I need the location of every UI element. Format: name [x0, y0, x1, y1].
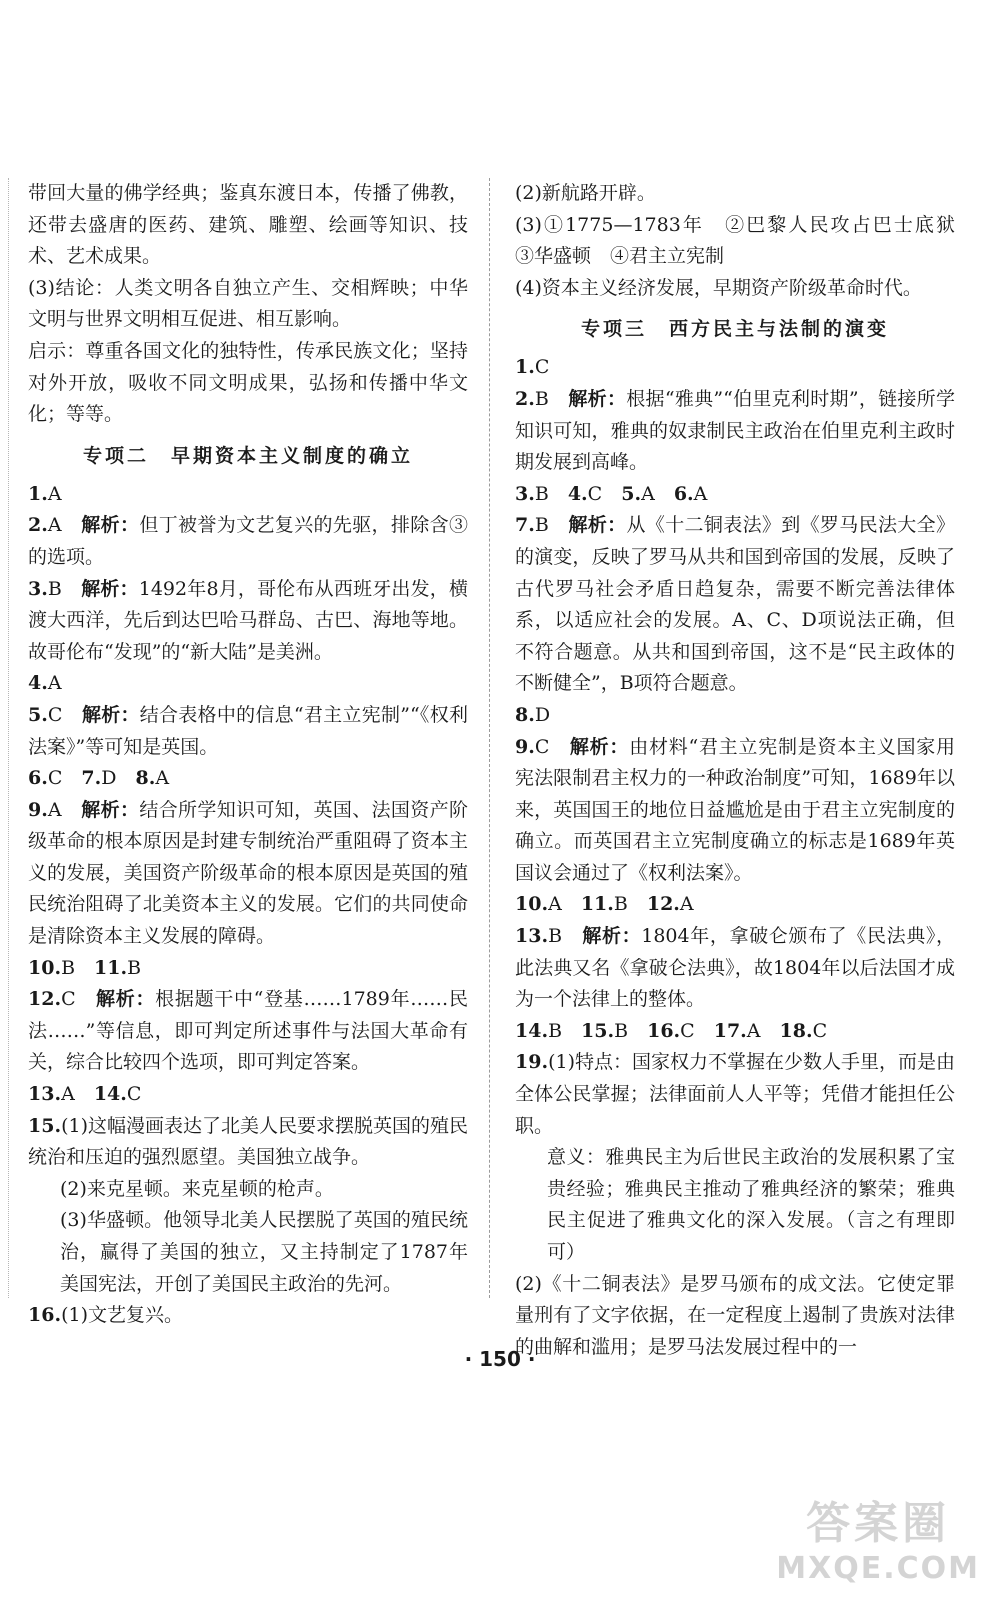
section-title: 专项二 早期资本主义制度的确立 [82, 444, 413, 467]
paragraph: (4)资本主义经济发展，早期资产阶级革命时代。 [515, 276, 922, 299]
watermark [776, 1487, 980, 1586]
answer-item: 1.A [28, 482, 62, 505]
column-divider [489, 178, 490, 1298]
answer-item: 1.C [515, 356, 550, 379]
right-column [515, 178, 975, 1363]
answer-item: 16.(1)文艺复兴。 [28, 1304, 183, 1327]
answer-subitem: (3)华盛顿。他领导北美人民摆脱了英国的殖民统治，赢得了美国的独立，又主持制定了1787年美国宪法，开创了美国民主政治的先河。 [60, 1209, 468, 1295]
paragraph: (3)①1775—1783年 ②巴黎人民攻占巴士底狱 ③华盛顿 ④君主立宪制 [515, 213, 975, 268]
answer-item: 5.C 解析：结合表格中的信息“君主立宪制”“《权利法案》”等可知是英国。 [28, 703, 468, 758]
answer-item: 15.(1)这幅漫画表达了北美人民要求摆脱英国的殖民统治和压迫的强烈愿望。美国独立战争。 [28, 1114, 468, 1169]
answer-item: 9.C 解析：由材料“君主立宪制是资本主义国家用宪法限制君主权力的一种政治制度”可知，1689年以来，英国国王的地位日益尴尬是由于君主立宪制度的确立。而英国君主立宪制度确立的标志是1689年英国议会通过了《权利法案》。 [515, 735, 955, 884]
paragraph: 带回大量的佛学经典；鉴真东渡日本，传播了佛教，还带去盛唐的医药、建筑、雕塑、绘画等知识、技术、艺术成果。 [28, 182, 468, 268]
answer-item: 8.D [515, 703, 551, 726]
answer-item: 7.B 解析：从《十二铜表法》到《罗马民法大全》的演变，反映了罗马从共和国到帝国的发展，反映了古代罗马社会矛盾日趋复杂，需要不断完善法律体系，以适应社会的发展。A、C、D项说法正确，但不符合题意。从共和国到帝国，这不是“民主政体的不断健全”，B项符合题意。 [515, 514, 955, 695]
answer-item: 10.B 11.B [28, 956, 142, 979]
answer-item: 19.(1)特点：国家权力不掌握在少数人手里，而是由全体公民掌握；法律面前人人平等；凭借才能担任公职。 [515, 1051, 955, 1137]
answer-item: 13.A 14.C [28, 1083, 142, 1106]
binding-margin-dots [8, 178, 9, 1298]
left-column [28, 178, 468, 1332]
section-title: 专项三 西方民主与法制的演变 [580, 318, 889, 341]
paragraph: 启示：尊重各国文化的独特性，传承民族文化；坚持对外开放，吸收不同文明成果，弘扬和传播中华文化；等等。 [28, 339, 468, 426]
watermark-logo: 答案圈 [806, 1498, 951, 1549]
answer-item: 4.A [28, 672, 62, 695]
answer-item: 9.A 解析：结合所学知识可知，英国、法国资产阶级革命的根本原因是封建专制统治严重阻碍了资本主义的发展，美国资产阶级革命的根本原因是英国的殖民统治阻碍了北美资本主义的发展。它们的共同使命是清除资本主义发展的障碍。 [28, 798, 468, 948]
watermark-url: MXQE.COM [776, 1551, 980, 1586]
answer-item: 12.C 解析：根据题干中“登基……1789年……民法……”等信息，即可判定所述事件与法国大革命有关，综合比较四个选项，即可判定答案。 [28, 988, 468, 1074]
answer-item: 3.B 解析：1492年8月，哥伦布从西班牙出发，横渡大西洋，先后到达巴哈马群岛、古巴、海地等地。故哥伦布“发现”的“新大陆”是美洲。 [28, 577, 468, 663]
answer-item: 3.B 4.C 5.A 6.A [515, 482, 708, 505]
answer-item: 6.C 7.D 8.A [28, 767, 170, 790]
answer-item: 2.A 解析：但丁被誉为文艺复兴的先驱，排除含③的选项。 [28, 514, 468, 568]
paragraph: (3)结论：人类文明各自独立产生、交相辉映；中华文明与世界文明相互促进、相互影响。 [28, 276, 468, 331]
answer-item: 2.B 解析：根据“雅典”“伯里克利时期”，链接所学知识可知，雅典的奴隶制民主政治在伯里克利主政时期发展到高峰。 [515, 387, 955, 474]
paragraph: (2)新航路开辟。 [515, 182, 656, 204]
answer-item: 10.A 11.B 12.A [515, 893, 694, 916]
answer-item: 13.B 解析：1804年，拿破仑颁布了《民法典》，此法典又名《拿破仑法典》，故1804年以后法国才成为一个法律上的整体。 [515, 925, 955, 1011]
answer-subitem: (2)《十二铜表法》是罗马颁布的成文法。它使定罪量刑有了文字依据，在一定程度上遏制了贵族对法律的曲解和滥用；是罗马法发展过程中的一 [515, 1272, 955, 1358]
page-number: · 150 · [464, 1347, 536, 1371]
answer-subitem: 意义：雅典民主为后世民主政治的发展积累了宝贵经验；雅典民主推动了雅典经济的繁荣；雅典民主促进了雅典文化的深入发展。（言之有理即可） [547, 1146, 955, 1263]
answer-item: 14.B 15.B 16.C 17.A 18.C [515, 1019, 828, 1042]
answer-subitem: (2)来克星顿。来克星顿的枪声。 [60, 1177, 334, 1200]
